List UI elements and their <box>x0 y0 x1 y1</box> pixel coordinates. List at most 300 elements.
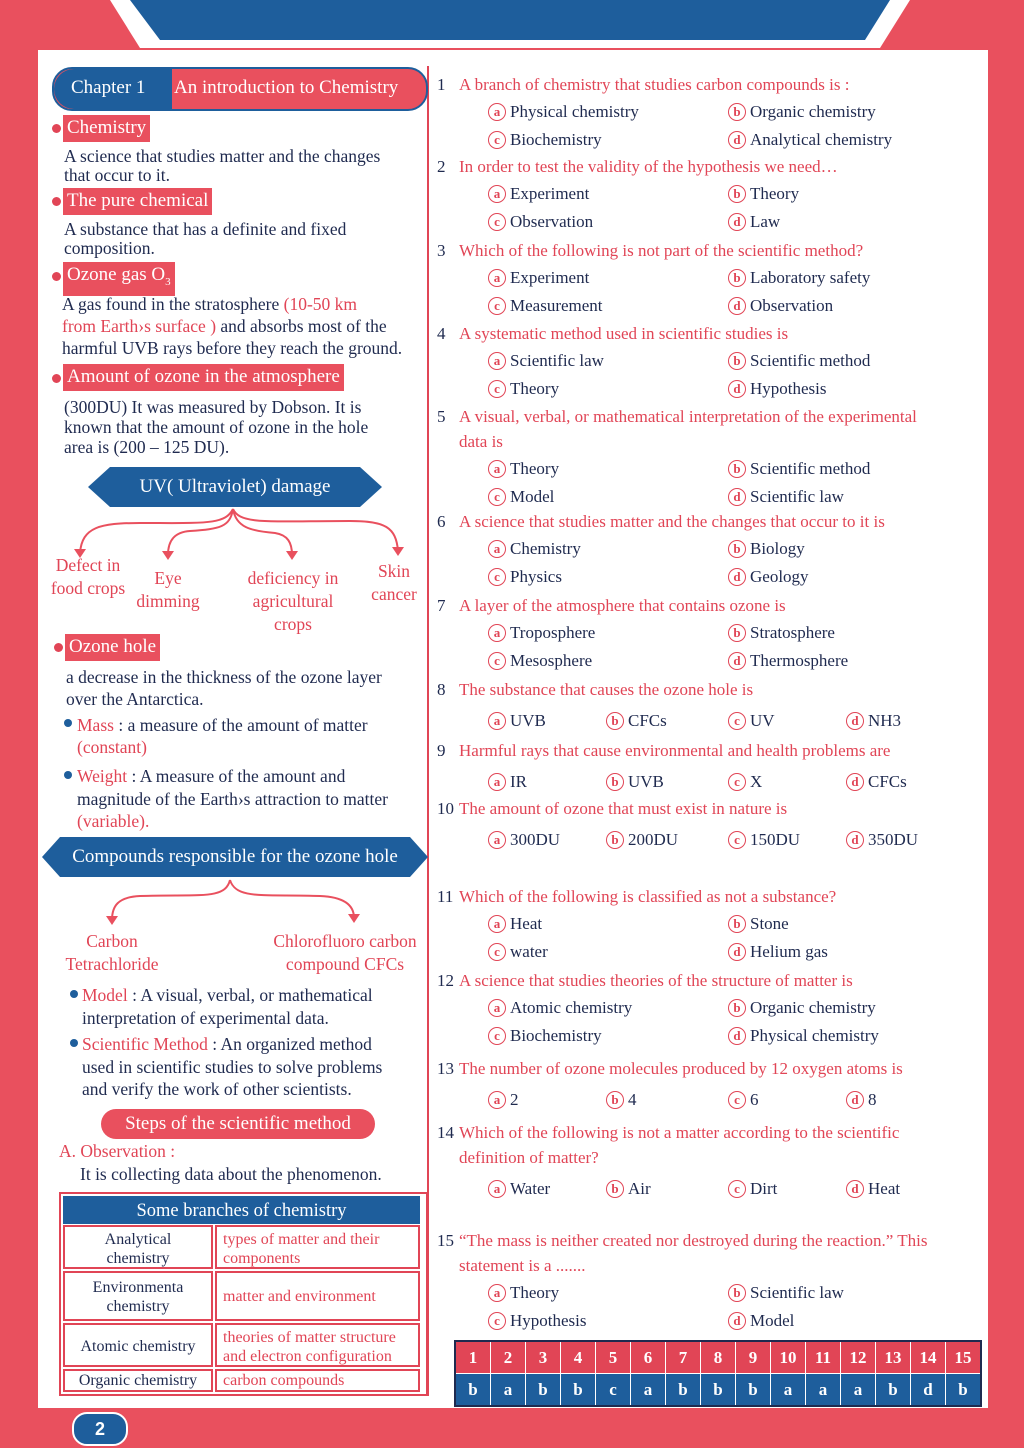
option-text: 200DU <box>628 830 679 849</box>
answer-key-letter: b <box>526 1374 561 1407</box>
answer-option[interactable] <box>606 710 667 732</box>
bullet-icon <box>52 124 61 133</box>
option-letter-icon: c <box>728 1180 746 1198</box>
question-number: 5 <box>437 407 446 426</box>
answer-key-number: 9 <box>736 1341 771 1374</box>
table-cell: Analytical chemistry <box>63 1225 213 1269</box>
uv-branches-icon <box>40 505 430 560</box>
option-text: Biochemistry <box>510 130 602 149</box>
option-text: Physical chemistry <box>510 102 639 121</box>
pure-def-line2: composition. <box>64 238 155 258</box>
bullet-icon <box>64 771 72 779</box>
option-letter-icon: d <box>728 488 746 506</box>
table-cell: carbon compounds <box>215 1369 420 1392</box>
answer-option[interactable] <box>728 566 809 588</box>
question-number: 11 <box>437 887 454 906</box>
option-letter-icon: d <box>728 652 746 670</box>
answer-option[interactable] <box>488 486 554 508</box>
answer-option[interactable] <box>728 650 848 672</box>
ozone-def-line2: from Earth›s surface ) and absorbs most of the <box>62 316 387 336</box>
answer-option[interactable] <box>606 771 664 793</box>
amount-def-line1: (300DU) It was measured by Dobson. It is <box>64 397 362 417</box>
answer-option[interactable] <box>846 829 918 851</box>
option-letter-icon: b <box>728 269 746 287</box>
option-letter-icon: d <box>728 943 746 961</box>
question-number: 8 <box>437 680 446 699</box>
option-letter-icon: b <box>728 103 746 121</box>
answer-option[interactable] <box>488 1310 587 1332</box>
answer-option[interactable] <box>488 267 589 289</box>
question-number: 6 <box>437 512 446 531</box>
answer-key-letter: b <box>946 1374 982 1407</box>
option-letter-icon: d <box>846 1180 864 1198</box>
option-text: Model <box>510 487 555 506</box>
answer-key-number: 6 <box>631 1341 666 1374</box>
bullet-icon <box>54 643 63 652</box>
answer-key-letter: b <box>736 1374 771 1407</box>
answer-option[interactable] <box>488 913 542 935</box>
answer-option[interactable] <box>728 538 805 560</box>
answer-option[interactable] <box>488 295 603 317</box>
answer-option[interactable] <box>488 710 546 732</box>
answer-option[interactable] <box>728 486 844 508</box>
question-text: Which of the following is not a matter according to the scientific <box>459 1123 900 1142</box>
option-text: Experiment <box>510 268 590 287</box>
option-text: Theory <box>750 184 800 203</box>
option-text: 8 <box>868 1090 877 1109</box>
option-text: 2 <box>510 1090 519 1109</box>
option-text: Atomic chemistry <box>510 998 633 1017</box>
answer-key-number: 2 <box>491 1341 526 1374</box>
question-text: A science that studies matter and the changes that occur to it is <box>459 512 885 531</box>
question-text: A systematic method used in scientific studies is <box>459 324 789 343</box>
option-letter-icon: a <box>488 269 506 287</box>
option-text: Hypothesis <box>510 1311 587 1330</box>
answer-key-number: 11 <box>806 1341 841 1374</box>
option-text: Stratosphere <box>750 623 835 642</box>
option-letter-icon: b <box>728 540 746 558</box>
chemistry-def-line1: A science that studies matter and the changes <box>64 146 381 166</box>
answer-option[interactable] <box>488 458 559 480</box>
option-text: Organic chemistry <box>750 102 876 121</box>
option-letter-icon: b <box>728 915 746 933</box>
option-text: 350DU <box>868 830 919 849</box>
answer-key-letter: b <box>455 1374 491 1407</box>
answer-option[interactable] <box>728 101 876 123</box>
question-number: 4 <box>437 324 446 343</box>
question-text: The substance that causes the ozone hole is <box>459 680 754 699</box>
option-text: Analytical chemistry <box>750 130 893 149</box>
answer-option[interactable] <box>488 211 593 233</box>
option-letter-icon: c <box>728 712 746 730</box>
answer-option[interactable] <box>728 941 828 963</box>
branches-table-title: Some branches of chemistry <box>63 1196 420 1224</box>
uv-effect-skin: Skin cancer <box>371 561 417 604</box>
question-number: 9 <box>437 741 446 760</box>
option-letter-icon: d <box>846 1091 864 1109</box>
method-def-line1: Scientific Method : An organized method <box>82 1034 372 1054</box>
method-def-line2: used in scientific studies to solve problems <box>82 1057 383 1077</box>
question-number: 3 <box>437 241 446 260</box>
option-text: Theory <box>510 1283 560 1302</box>
option-letter-icon: b <box>728 460 746 478</box>
ozone-def-line1: A gas found in the stratosphere (10-50 km <box>62 294 358 314</box>
answer-key-number: 15 <box>946 1341 982 1374</box>
answer-option[interactable] <box>728 1178 777 1200</box>
answer-key-number: 1 <box>455 1341 491 1374</box>
option-text: Hypothesis <box>750 379 827 398</box>
page-number: 2 <box>72 1412 128 1446</box>
option-text: Model <box>750 1311 795 1330</box>
answer-option[interactable] <box>728 913 789 935</box>
model-def-line2: interpretation of experimental data. <box>82 1008 329 1028</box>
option-text: 150DU <box>750 830 801 849</box>
option-text: 300DU <box>510 830 561 849</box>
answer-option[interactable] <box>728 829 800 851</box>
option-text: Water <box>510 1179 551 1198</box>
option-text: Dirt <box>750 1179 778 1198</box>
table-cell: Atomic chemistry <box>63 1323 213 1367</box>
option-text: 4 <box>628 1090 637 1109</box>
option-text: Physical chemistry <box>750 1026 879 1045</box>
ozone-hole-tag: Ozone hole <box>65 634 160 661</box>
compound-carbon-tetrachloride: Carbon Tetrachloride <box>65 931 159 974</box>
weight-def-line1: Weight : A measure of the amount and <box>77 766 346 786</box>
amount-ozone-tag: Amount of ozone in the atmosphere <box>63 364 344 391</box>
answer-option[interactable] <box>728 378 827 400</box>
method-def-line3: and verify the work of other scientists. <box>82 1079 352 1099</box>
question-number: 10 <box>437 799 454 818</box>
option-letter-icon: b <box>606 773 624 791</box>
answer-option[interactable] <box>728 129 892 151</box>
answer-key-letter: c <box>596 1374 631 1407</box>
answer-option[interactable] <box>488 997 632 1019</box>
question-text: Which of the following is not part of the scientific method? <box>459 241 864 260</box>
question-text: A visual, verbal, or mathematical interpretation of the experimental <box>459 407 917 426</box>
answer-key-number: 13 <box>876 1341 911 1374</box>
option-text: Air <box>628 1179 651 1198</box>
option-text: Theory <box>510 459 560 478</box>
option-letter-icon: a <box>488 831 506 849</box>
answer-option[interactable] <box>488 1025 602 1047</box>
option-text: Helium gas <box>750 942 828 961</box>
answer-key-letter: a <box>841 1374 876 1407</box>
option-letter-icon: d <box>728 1312 746 1330</box>
option-letter-icon: c <box>488 213 506 231</box>
option-text: UV <box>750 711 775 730</box>
answer-option[interactable] <box>728 771 762 793</box>
bullet-icon <box>64 719 72 727</box>
answer-option[interactable] <box>728 211 780 233</box>
option-text: Organic chemistry <box>750 998 876 1017</box>
option-letter-icon: d <box>846 773 864 791</box>
option-letter-icon: b <box>728 185 746 203</box>
option-letter-icon: a <box>488 712 506 730</box>
option-text: Stone <box>750 914 789 933</box>
answer-key-letter: b <box>876 1374 911 1407</box>
compound-cfcs: Chlorofluoro carbon compound CFCs <box>273 931 417 974</box>
option-letter-icon: c <box>488 1312 506 1330</box>
amount-def-line3: area is (200 – 125 DU). <box>64 437 230 457</box>
answer-key-number: 5 <box>596 1341 631 1374</box>
answer-option[interactable] <box>846 771 907 793</box>
answer-option[interactable] <box>728 1089 759 1111</box>
answer-option[interactable] <box>728 1282 844 1304</box>
question-number: 13 <box>437 1059 454 1078</box>
option-letter-icon: c <box>728 831 746 849</box>
ozone-def-line3: harmful UVB rays before they reach the ground. <box>62 338 403 358</box>
option-letter-icon: a <box>488 624 506 642</box>
option-text: Scientific law <box>750 1283 844 1302</box>
option-letter-icon: a <box>488 185 506 203</box>
option-letter-icon: d <box>728 131 746 149</box>
question-number: 1 <box>437 75 446 94</box>
bullet-icon <box>52 197 61 206</box>
answer-option[interactable] <box>846 1089 877 1111</box>
option-letter-icon: c <box>488 943 506 961</box>
option-letter-icon: c <box>488 652 506 670</box>
option-text: Laboratory safety <box>750 268 871 287</box>
answer-key-letter: d <box>911 1374 946 1407</box>
option-text: Law <box>750 212 781 231</box>
option-letter-icon: a <box>488 999 506 1017</box>
option-letter-icon: c <box>728 1091 746 1109</box>
answer-option[interactable] <box>488 538 581 560</box>
question-text: A layer of the atmosphere that contains ozone is <box>459 596 786 615</box>
option-letter-icon: b <box>606 1180 624 1198</box>
answer-key-number: 7 <box>666 1341 701 1374</box>
chapter-number: Chapter 1 <box>71 77 146 98</box>
question-number: 14 <box>437 1123 454 1142</box>
option-text: water <box>510 942 548 961</box>
branches-table <box>59 1192 428 1396</box>
answer-option[interactable] <box>606 1089 637 1111</box>
bullet-icon <box>52 374 61 383</box>
question-number: 15 <box>437 1231 454 1250</box>
question-text: A branch of chemistry that studies carbon compounds is : <box>459 75 850 94</box>
chemistry-def-line2: that occur to it. <box>64 165 170 185</box>
uv-effect-crops: Defect in food crops <box>50 555 126 598</box>
question-text: “The mass is neither created nor destroyed during the reaction.” This <box>459 1231 928 1250</box>
option-letter-icon: a <box>488 773 506 791</box>
answer-option[interactable] <box>488 183 589 205</box>
model-def-line1: Model : A visual, verbal, or mathematical <box>82 985 373 1005</box>
answer-key-letter: a <box>631 1374 666 1407</box>
chapter-header <box>52 67 428 111</box>
option-text: Scientific law <box>510 351 604 370</box>
question-text: statement is a ....... <box>459 1256 586 1275</box>
option-text: Heat <box>510 914 543 933</box>
answer-option[interactable] <box>488 1282 559 1304</box>
option-letter-icon: d <box>846 712 864 730</box>
option-text: Biology <box>750 539 805 558</box>
option-letter-icon: d <box>846 831 864 849</box>
uv-effect-agriculture: deficiency in agricultural crops <box>247 568 339 634</box>
answer-key-number: 14 <box>911 1341 946 1374</box>
option-letter-icon: a <box>488 460 506 478</box>
mass-def: Mass : a measure of the amount of matter <box>77 715 368 735</box>
option-text: Geology <box>750 567 809 586</box>
option-text: 6 <box>750 1090 759 1109</box>
answer-option[interactable] <box>728 1025 879 1047</box>
header-decoration <box>0 0 1024 50</box>
option-letter-icon: a <box>488 915 506 933</box>
bullet-icon <box>52 272 61 281</box>
uv-banner-title: UV( Ultraviolet) damage <box>139 476 331 497</box>
option-letter-icon: c <box>488 488 506 506</box>
answer-option[interactable] <box>728 267 870 289</box>
table-cell: types of matter and their components <box>215 1225 420 1269</box>
option-letter-icon: d <box>728 213 746 231</box>
option-text: Physics <box>510 567 562 586</box>
option-letter-icon: b <box>606 831 624 849</box>
amount-def-line2: known that the amount of ozone in the hole <box>64 417 369 437</box>
answer-option[interactable] <box>606 1178 651 1200</box>
option-text: CFCs <box>628 711 667 730</box>
observation-heading: A. Observation : <box>59 1141 176 1161</box>
hole-def-line2: over the Antarctica. <box>66 689 204 709</box>
answer-key-number: 4 <box>561 1341 596 1374</box>
answer-key-table <box>454 1340 982 1407</box>
question-text: Harmful rays that cause environmental and health problems are <box>459 741 891 760</box>
option-letter-icon: a <box>488 1091 506 1109</box>
answer-option[interactable] <box>488 1178 550 1200</box>
option-letter-icon: a <box>488 1180 506 1198</box>
option-text: Theory <box>510 379 560 398</box>
answer-option[interactable] <box>728 183 799 205</box>
uv-effect-eye: Eye dimming <box>136 568 200 611</box>
answer-option[interactable] <box>846 710 901 732</box>
hole-def-line1: a decrease in the thickness of the ozone layer <box>66 667 382 687</box>
answer-option[interactable] <box>488 829 560 851</box>
question-number: 7 <box>437 596 446 615</box>
option-letter-icon: d <box>728 297 746 315</box>
answer-key-number: 3 <box>526 1341 561 1374</box>
option-text: CFCs <box>868 772 907 791</box>
branches-table-body <box>63 1225 420 1388</box>
option-text: UVB <box>628 772 664 791</box>
option-text: Biochemistry <box>510 1026 602 1045</box>
answer-option[interactable] <box>488 350 604 372</box>
answer-option[interactable] <box>488 101 639 123</box>
option-text: Scientific law <box>750 487 844 506</box>
question-text: A science that studies theories of the structure of matter is <box>459 971 853 990</box>
compounds-banner-title: Compounds responsible for the ozone hole <box>72 846 398 867</box>
question-number: 12 <box>437 971 454 990</box>
option-text: IR <box>510 772 527 791</box>
option-letter-icon: b <box>728 352 746 370</box>
answer-option[interactable] <box>488 650 592 672</box>
answer-option[interactable] <box>488 1089 519 1111</box>
answer-key-letter: b <box>666 1374 701 1407</box>
question-text: In order to test the validity of the hypothesis we need… <box>459 157 838 176</box>
answer-option[interactable] <box>728 350 870 372</box>
answer-option[interactable] <box>728 622 835 644</box>
answer-key-number: 12 <box>841 1341 876 1374</box>
option-text: X <box>750 772 763 791</box>
answer-key-number: 10 <box>771 1341 806 1374</box>
weight-def-line2: magnitude of the Earth›s attraction to matter <box>77 789 389 809</box>
question-text: definition of matter? <box>459 1148 599 1167</box>
answer-option[interactable] <box>488 378 559 400</box>
ozone-gas-tag: Ozone gas $O_3$ <box>63 262 175 296</box>
option-letter-icon: b <box>728 624 746 642</box>
answer-option[interactable] <box>728 710 775 732</box>
option-letter-icon: d <box>728 1027 746 1045</box>
chapter-title: An introduction to Chemistry <box>174 77 399 98</box>
option-text: Mesosphere <box>510 651 593 670</box>
answer-option[interactable] <box>488 771 527 793</box>
question-text: The number of ozone molecules produced by 12 oxygen atoms is <box>459 1059 903 1078</box>
option-letter-icon: a <box>488 1284 506 1302</box>
weight-note: (variable). <box>77 811 150 831</box>
question-text: The amount of ozone that must exist in nature is <box>459 799 788 818</box>
answer-option[interactable] <box>728 997 876 1019</box>
option-letter-icon: c <box>728 773 746 791</box>
table-cell: matter and environment <box>215 1271 420 1321</box>
answer-option[interactable] <box>488 129 602 151</box>
answer-option[interactable] <box>728 295 833 317</box>
option-letter-icon: d <box>728 568 746 586</box>
option-text: Heat <box>868 1179 901 1198</box>
bullet-icon <box>70 1039 78 1047</box>
option-letter-icon: b <box>728 999 746 1017</box>
answer-option[interactable] <box>488 941 548 963</box>
answer-option[interactable] <box>728 1310 794 1332</box>
observation-text: It is collecting data about the phenomenon. <box>80 1164 382 1184</box>
option-letter-icon: d <box>728 380 746 398</box>
option-letter-icon: c <box>488 1027 506 1045</box>
steps-banner: Steps of the scientific method <box>101 1109 375 1139</box>
option-text: Chemistry <box>510 539 581 558</box>
option-letter-icon: b <box>728 1284 746 1302</box>
answer-option[interactable] <box>488 566 562 588</box>
bullet-icon <box>70 990 78 998</box>
option-text: NH3 <box>868 711 902 730</box>
answer-key-letter: b <box>701 1374 736 1407</box>
option-text: Experiment <box>510 184 590 203</box>
compounds-branches-icon <box>100 878 370 928</box>
answer-option[interactable] <box>846 1178 900 1200</box>
option-text: UVB <box>510 711 546 730</box>
answer-option[interactable] <box>606 829 678 851</box>
answer-key-letter: b <box>561 1374 596 1407</box>
chemistry-tag: Chemistry <box>63 115 150 142</box>
pure-def-line1: A substance that has a definite and fixed <box>64 219 347 239</box>
option-text: Scientific method <box>750 459 871 478</box>
answer-key-number: 8 <box>701 1341 736 1374</box>
answer-option[interactable] <box>488 622 595 644</box>
option-text: Scientific method <box>750 351 871 370</box>
option-letter-icon: c <box>488 568 506 586</box>
answer-key-letter: a <box>806 1374 841 1407</box>
answer-key-letter: a <box>491 1374 526 1407</box>
option-text: Observation <box>510 212 594 231</box>
question-number: 2 <box>437 157 446 176</box>
option-text: Observation <box>750 296 834 315</box>
option-letter-icon: b <box>606 712 624 730</box>
answer-key-letter: a <box>771 1374 806 1407</box>
answer-option[interactable] <box>728 458 870 480</box>
table-cell: theories of matter structure and electron configuration <box>215 1323 420 1367</box>
option-letter-icon: b <box>606 1091 624 1109</box>
option-letter-icon: c <box>488 131 506 149</box>
option-letter-icon: a <box>488 540 506 558</box>
option-letter-icon: c <box>488 297 506 315</box>
option-text: Measurement <box>510 296 603 315</box>
option-letter-icon: a <box>488 103 506 121</box>
option-text: Troposphere <box>510 623 596 642</box>
